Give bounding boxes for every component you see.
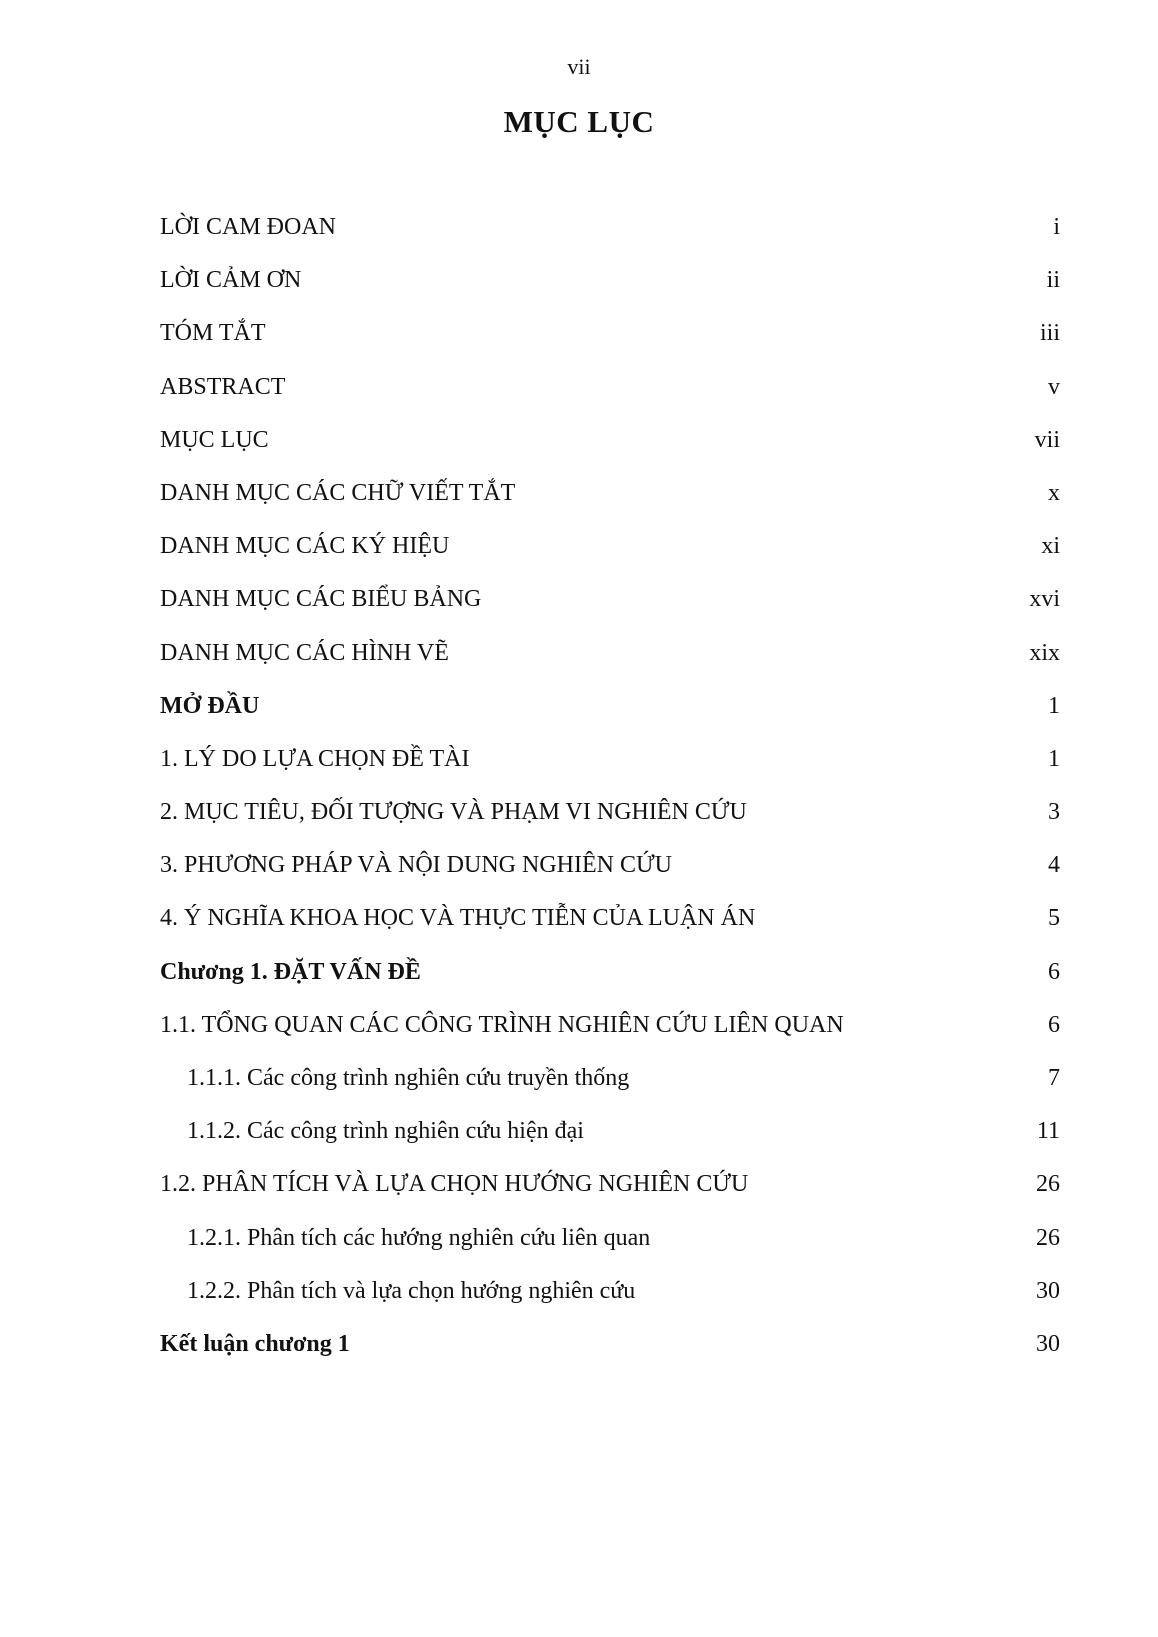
toc-entry[interactable] — [160, 954, 1060, 1007]
toc-entry-page: 6 — [1048, 1011, 1060, 1038]
toc-entry[interactable] — [160, 794, 1060, 847]
toc-entry[interactable] — [160, 900, 1060, 953]
toc-entry-page: x — [1048, 479, 1060, 506]
toc-entry-title: Kết luận chương 1 — [160, 1330, 350, 1357]
toc-entry-page: 26 — [1036, 1171, 1060, 1198]
toc-entry-page: 5 — [1048, 905, 1060, 932]
toc-entry[interactable] — [160, 1273, 1060, 1326]
toc-entry[interactable] — [160, 475, 1060, 528]
toc-entry-page: xi — [1041, 533, 1060, 560]
toc-entry[interactable] — [160, 315, 1060, 368]
toc-entry-title: 1.1.2. Các công trình nghiên cứu hiện đại — [187, 1118, 584, 1145]
toc-entry[interactable] — [160, 1166, 1060, 1219]
toc-entry-page: 6 — [1048, 958, 1060, 985]
toc-entry-page: 7 — [1048, 1065, 1060, 1091]
toc-entry-title: Chương 1. ĐẶT VẤN ĐỀ — [160, 958, 421, 985]
toc-entry-title: MỞ ĐẦU — [160, 692, 260, 719]
toc-entry[interactable] — [160, 262, 1060, 315]
toc-entry-title: ABSTRACT — [160, 373, 286, 400]
toc-entry[interactable] — [160, 1220, 1060, 1273]
toc-entry-title: TÓM TẮT — [160, 320, 266, 347]
toc-entry-page: 4 — [1048, 852, 1060, 879]
toc-entry-title: 1.2. PHÂN TÍCH VÀ LỰA CHỌN HƯỚNG NGHIÊN CỨU — [160, 1171, 749, 1198]
toc-entry-title: 2. MỤC TIÊU, ĐỐI TƯỢNG VÀ PHẠM VI NGHIÊN CỨU — [160, 799, 747, 826]
toc-entry-title: LỜI CAM ĐOAN — [160, 214, 336, 240]
toc-entry[interactable] — [160, 1007, 1060, 1060]
toc-entry-page: v — [1048, 373, 1060, 400]
toc-entry-title: 4. Ý NGHĨA KHOA HỌC VÀ THỰC TIỄN CỦA LUẬN ÁN — [160, 905, 756, 932]
toc-entry-title: 1.2.1. Phân tích các hướng nghiên cứu liên quan — [187, 1224, 651, 1251]
toc-entry[interactable] — [160, 422, 1060, 475]
toc-entry-title: 1.2.2. Phân tích và lựa chọn hướng nghiên cứu — [187, 1277, 636, 1304]
toc-entry-page: 30 — [1036, 1277, 1060, 1304]
toc-entry[interactable] — [160, 1326, 1060, 1379]
toc-entry-title: 1.1.1. Các công trình nghiên cứu truyền thống — [187, 1065, 630, 1091]
toc-entry[interactable] — [160, 1113, 1060, 1166]
toc-entry-page: 11 — [1036, 1118, 1060, 1145]
toc-entry-title: DANH MỤC CÁC CHỮ VIẾT TẮT — [160, 479, 516, 506]
toc-entry-page: 26 — [1036, 1224, 1060, 1251]
page-title: MỤC LỤC — [503, 104, 655, 139]
toc-entry[interactable] — [160, 1060, 1060, 1113]
toc-entry[interactable] — [160, 741, 1060, 794]
toc-entry-title: LỜI CẢM ƠN — [160, 267, 302, 294]
toc-entry-title: 1. LÝ DO LỰA CHỌN ĐỀ TÀI — [160, 745, 470, 772]
toc-entry-title: DANH MỤC CÁC KÝ HIỆU — [160, 533, 450, 560]
toc-entry-title: DANH MỤC CÁC HÌNH VẼ — [160, 639, 449, 666]
toc-entry-page: ii — [1046, 267, 1060, 294]
toc-entry-title: DANH MỤC CÁC BIỂU BẢNG — [160, 586, 482, 613]
toc-entry-page: 30 — [1036, 1330, 1060, 1357]
page-number: vii — [567, 54, 591, 79]
toc-entry[interactable] — [160, 688, 1060, 741]
toc-entry[interactable] — [160, 528, 1060, 581]
toc-entry[interactable] — [160, 847, 1060, 900]
toc-entry-title: 1.1. TỔNG QUAN CÁC CÔNG TRÌNH NGHIÊN CỨU LIÊN QUAN — [160, 1011, 844, 1038]
toc-entry-title: MỤC LỤC — [160, 426, 269, 453]
toc-entry-page: iii — [1039, 320, 1060, 347]
toc-entry[interactable] — [160, 369, 1060, 422]
toc-entry-title: 3. PHƯƠNG PHÁP VÀ NỘI DUNG NGHIÊN CỨU — [160, 852, 672, 879]
toc-entry-page: 3 — [1048, 799, 1060, 826]
table-of-contents — [160, 209, 1060, 1379]
toc-entry-page: xvi — [1029, 586, 1060, 613]
toc-entry[interactable] — [160, 209, 1060, 262]
toc-entry[interactable] — [160, 635, 1060, 688]
toc-entry-page: xix — [1029, 639, 1060, 666]
toc-entry-page: vii — [1034, 426, 1060, 453]
toc-entry-page: i — [1053, 214, 1060, 240]
toc-entry[interactable] — [160, 581, 1060, 634]
toc-entry-page: 1 — [1048, 745, 1060, 772]
toc-entry-page: 1 — [1048, 692, 1060, 719]
